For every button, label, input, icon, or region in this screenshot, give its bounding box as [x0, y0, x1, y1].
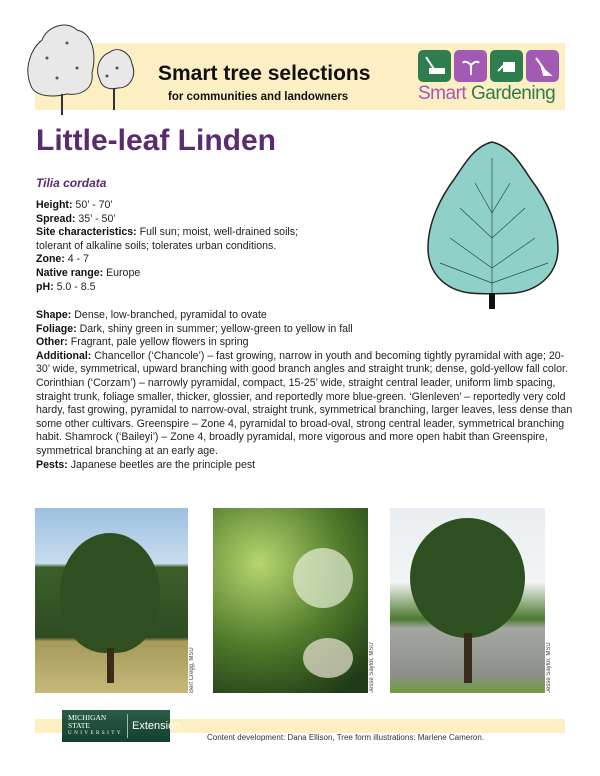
detail-height: Height: 50’ - 70’: [36, 199, 113, 211]
photo-leaves-flowers: [213, 508, 368, 693]
photo-credit-1: Bert Cregg, MSU: [189, 647, 195, 693]
detail-spread: Spread: 35’ - 50’: [36, 212, 116, 225]
detail-zone: Zone: 4 - 7: [36, 253, 89, 266]
watering-can-icon: [490, 50, 523, 82]
msu-name: MICHIGAN STATE: [68, 713, 107, 730]
photo-credit-3: Jesse Saylor, MSU: [546, 642, 552, 693]
msu-university: UNIVERSITY: [68, 731, 123, 736]
header-title: Smart tree selections: [158, 62, 371, 85]
seedling-icon: [454, 50, 487, 82]
footer-credits: Content development: Dana Ellison, Tree form illustrations: Marlene Cameron.: [207, 733, 485, 742]
photo-street-tree: [390, 508, 545, 693]
desc-other: Other: Fragrant, pale yellow flowers in spring: [36, 336, 249, 349]
lawnmower-icon: [418, 50, 451, 82]
photo-whole-tree: [35, 508, 188, 693]
tree-details: [36, 199, 426, 294]
tree-form-illustration: [420, 138, 565, 313]
detail-native-range: Native range: Europe: [36, 266, 141, 279]
extension-label: Extension: [132, 720, 181, 732]
scientific-name: Tilia cordata: [36, 176, 107, 190]
desc-foliage: Foliage: Dark, shiny green in summer; yellow-green to yellow in fall: [36, 322, 353, 335]
photo-credit-2: Jesse Saylor, MSU: [369, 642, 375, 693]
header-subtitle: for communities and landowners: [168, 91, 349, 103]
desc-additional: Additional: Chancellor (‘Chancole’) – fast growing, narrow in youth and becoming tightly pyramidal with age; 20-30’ wide, symmetrical, upward branching with good branch angles and straight trunk; dense, gold-yellow fall color. Corinthian (‘Corzam’) – narrowly pyramidal, compact, 15-25’ wide, straight central leader, uniform limb spacing, straight trunk, foliage smaller, thicker, glossier, and reportedly more blue-green. ‘Glenleven’ – reportedly very cold hardy, fast growing, pyramidal to narrow-oval, straight trunk, symmetrical branching, larger leaves, less dense than some other cultivars. Greenspire – Zone 4, pyramidal to broad-oval, strong central leader, symmetrical branching habit. Shamrock (‘Baileyi’) – Zone 4, broadly pyramidal, more vigorous and more open habit than Greenspire, symmetrical branching at an early age.: [36, 349, 573, 457]
desc-pests: Pests: Japanese beetles are the principle pest: [36, 458, 256, 471]
detail-ph: pH: 5.0 - 8.5: [36, 280, 96, 293]
trowel-icon: [526, 50, 559, 82]
smart-gardening-logo: [418, 50, 560, 105]
page-title: Little-leaf Linden: [36, 124, 276, 157]
msu-extension-logo: [62, 710, 181, 742]
logo-smart: Smart: [418, 83, 467, 104]
detail-site: Site characteristics: Full sun; moist, well-drained soils; tolerant of alkaline soils; tolerates urban conditions.: [36, 226, 299, 252]
tree-description: [36, 309, 576, 472]
desc-shape: Shape: Dense, low-branched, pyramidal to ovate: [36, 309, 267, 321]
logo-gardening: Gardening: [470, 83, 556, 104]
tree-sketch-icon: [22, 18, 142, 118]
